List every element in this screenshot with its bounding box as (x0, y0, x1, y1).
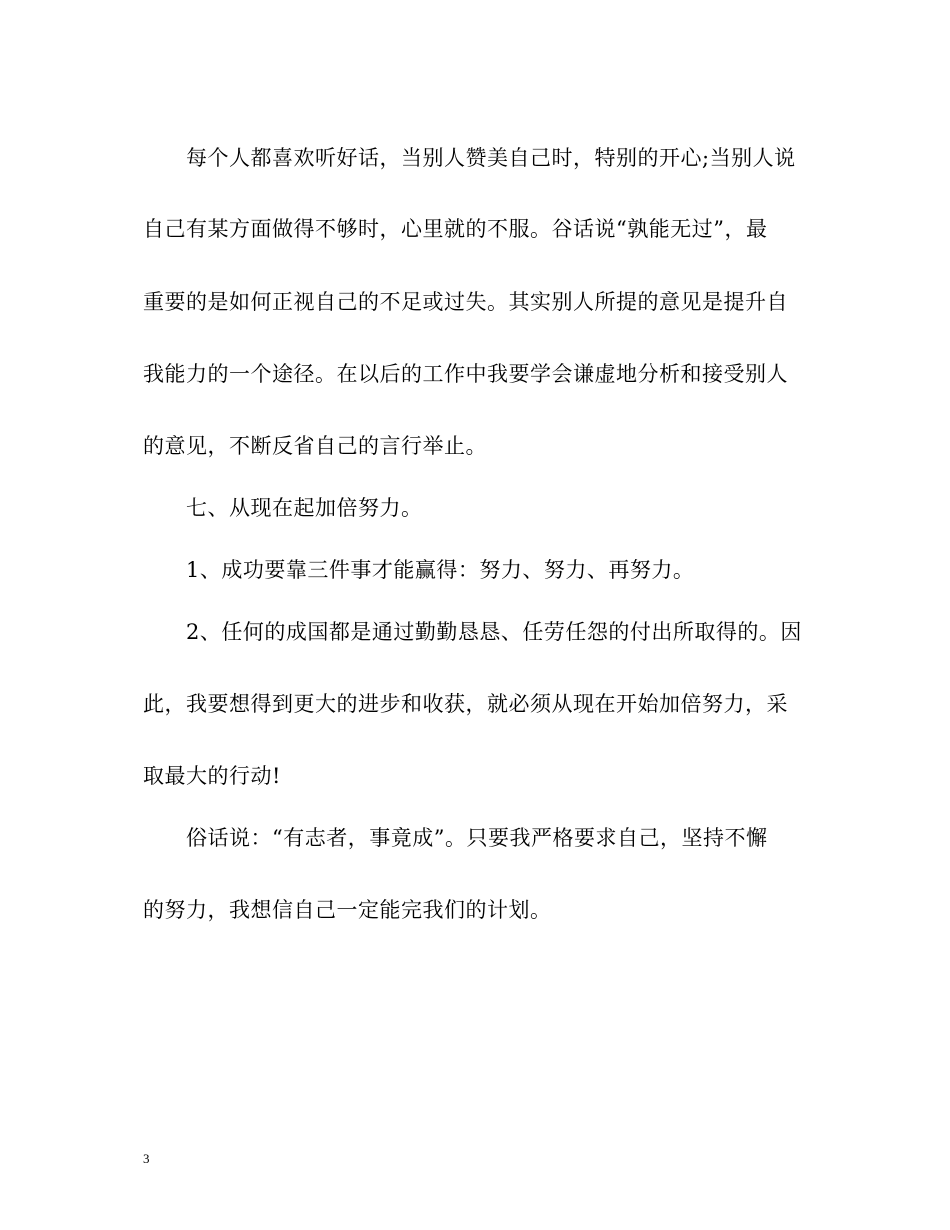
paragraph-line: 自己有某方面做得不够时，心里就的不服。谷话说“孰能无过”，最 (143, 217, 768, 241)
paragraph-line: 俗话说：“有志者，事竟成”。只要我严格要求自己，坚持不懈 (186, 826, 768, 850)
paragraph-line: 每个人都喜欢听好话，当别人赞美自己时，特别的开心;当别人说 (186, 146, 796, 170)
page-number: 3 (143, 1151, 150, 1166)
paragraph-line: 取最大的行动! (143, 764, 281, 788)
paragraph-line: 重要的是如何正视自己的不足或过失。其实别人所提的意见是提升自 (143, 290, 788, 314)
paragraph-line: 的意见，不断反省自己的言行举止。 (143, 434, 487, 458)
list-item: 2、任何的成国都是通过勤勤恳恳、任劳任怨的付出所取得的。因 (186, 620, 802, 644)
paragraph-line: 我能力的一个途径。在以后的工作中我要学会谦虚地分析和接受别人 (143, 362, 788, 386)
paragraph-line: 此，我要想得到更大的进步和收获，就必须从现在开始加倍努力，采 (143, 692, 788, 716)
section-heading: 七、从现在起加倍努力。 (186, 496, 423, 520)
list-item: 1、成功要靠三件事才能赢得：努力、努力、再努力。 (186, 558, 695, 582)
paragraph-line: 的努力，我想信自己一定能完我们的计划。 (143, 898, 552, 922)
